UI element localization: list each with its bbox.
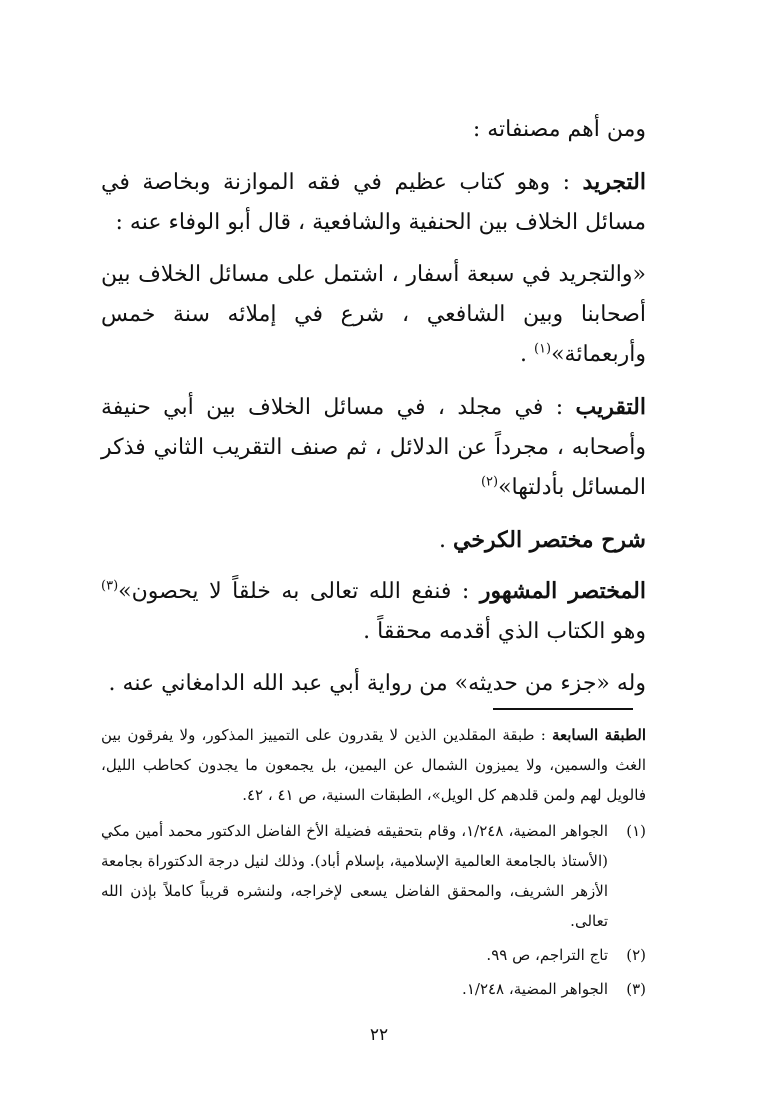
sharh-term: شرح مختصر الكرخي bbox=[453, 527, 646, 553]
footnote-number: (١) bbox=[626, 822, 646, 840]
tajrid-text: : وهو كتاب عظيم في فقه الموازنة وبخاصة في مسائل الخلاف بين الحنفية والشافعية ، قال أبو الوفاء عنه : bbox=[101, 170, 646, 235]
footnote-2 bbox=[101, 940, 646, 970]
taqrib-text: : في مجلد ، في مسائل الخلاف بين أبي حنيفة وأصحابه ، مجرداً عن الدلائل ، ثم صنف التقريب الثاني فذكر المسائل بأدلتها» bbox=[101, 395, 646, 500]
mukhtasar-paragraph bbox=[101, 571, 646, 652]
footnote-number: (٣) bbox=[626, 980, 646, 998]
tajrid-quote-end: . bbox=[519, 342, 534, 367]
footnote-text: الجواهر المضية، ١/٢٤٨. bbox=[462, 980, 608, 998]
footnote-continuation-text: : طبقة المقلدين الذين لا يقدرون على التمييز المذكور، ولا يفرقون بين الغث والسمين، ولا يميزون الشمال عن اليمين، بل يجمعون ما يجدون كحاطب الليل، فالويل لهم ولمن قلدهم كل الويل»، الطبقات السنية، ص ٤١ ، ٤٢. bbox=[101, 726, 646, 804]
footnote-continuation bbox=[101, 720, 646, 810]
footnotes bbox=[101, 720, 646, 1008]
footnote-ref-1[interactable]: (١) bbox=[533, 341, 552, 357]
hadith-paragraph bbox=[101, 664, 646, 704]
mukhtasar-term: المختصر المشهور bbox=[479, 578, 646, 604]
footnote-ref-2[interactable]: (٢) bbox=[480, 474, 499, 490]
footnote-1 bbox=[101, 816, 646, 936]
mukhtasar-text: : فنفع الله تعالى به خلقاً لا يحصون» bbox=[118, 579, 480, 604]
footnote-ref-3[interactable]: (٣) bbox=[101, 578, 119, 594]
footnote-continuation-term: الطبقة السابعة bbox=[551, 726, 646, 744]
tajrid-quote-paragraph bbox=[101, 255, 646, 375]
sharh-paragraph bbox=[101, 520, 646, 561]
intro-text: ومن أهم مصنفاته : bbox=[472, 117, 646, 142]
taqrib-paragraph bbox=[101, 387, 646, 508]
footnote-3 bbox=[101, 974, 646, 1004]
footnote-number: (٢) bbox=[626, 946, 646, 964]
tajrid-quote-text: «والتجريد في سبعة أسفار ، اشتمل على مسائل الخلاف بين أصحابنا وبين الشافعي ، شرع في إملائه سنة خمس وأربعمائة» bbox=[101, 262, 646, 367]
footnote-text: الجواهر المضية، ١/٢٤٨، وقام بتحقيقه فضيلة الأخ الفاضل الدكتور محمد أمين مكي (الأستاذ بالجامعة العالمية الإسلامية، بإسلام أباد). وذلك لنيل درجة الدكتوراة بجامعة الأزهر الشريف، والمحقق الفاضل يسعى لإخراجه، ولنشره قريباً كاملاً بإذن الله تعالى. bbox=[101, 822, 609, 930]
hadith-text: وله «جزء من حديثه» من رواية أبي عبد الله الدامغاني عنه . bbox=[108, 671, 646, 696]
tajrid-paragraph bbox=[101, 162, 646, 243]
mukhtasar-text-2: وهو الكتاب الذي أقدمه محققاً . bbox=[363, 619, 646, 644]
footnote-separator bbox=[493, 708, 633, 710]
page-number: ٢٢ bbox=[369, 1025, 389, 1045]
sharh-end: . bbox=[439, 528, 454, 553]
main-text bbox=[101, 110, 646, 716]
footnote-text: تاج التراجم، ص ٩٩. bbox=[486, 946, 608, 964]
intro-line bbox=[101, 110, 646, 150]
tajrid-term: التجريد bbox=[582, 169, 646, 195]
taqrib-term: التقريب bbox=[575, 394, 646, 420]
